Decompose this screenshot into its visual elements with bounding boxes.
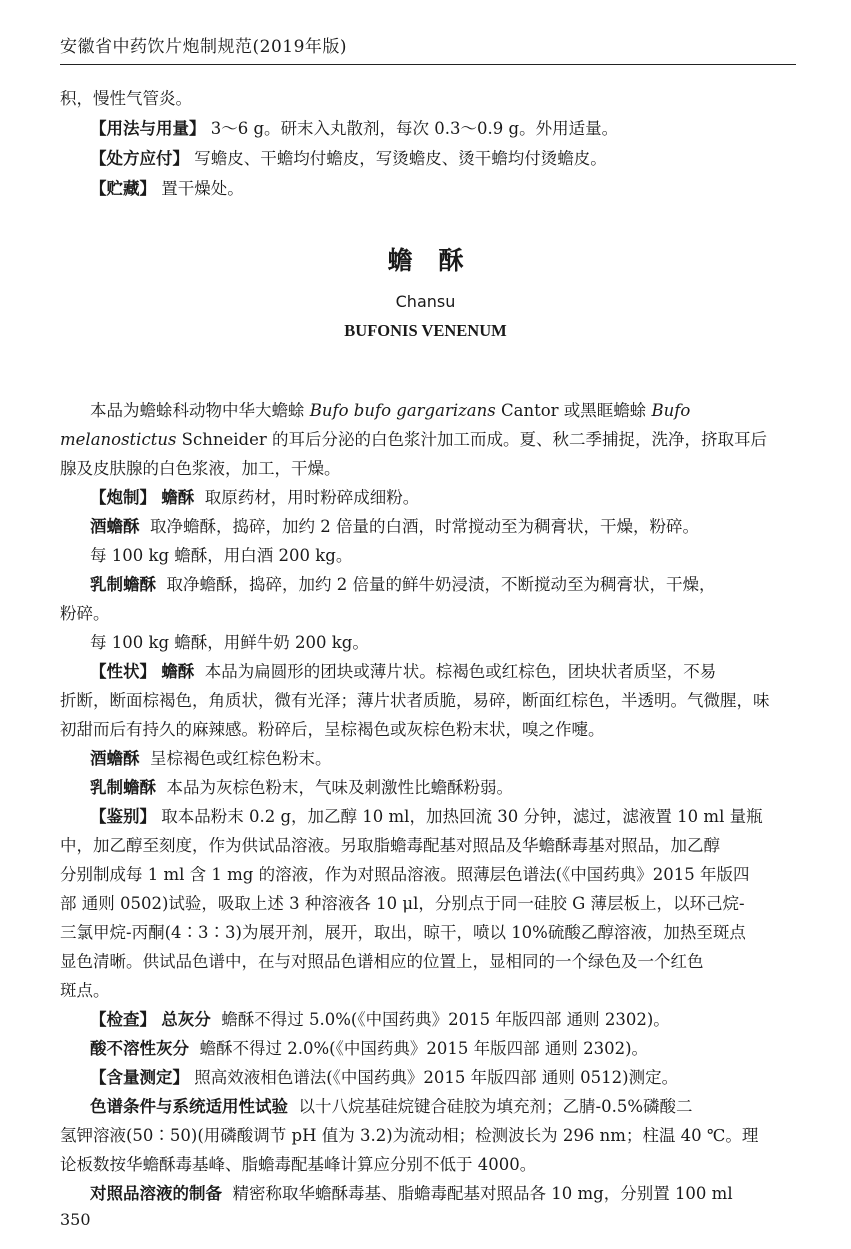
- storage-label: 【贮藏】: [90, 179, 156, 198]
- usage-label: 【用法与用量】: [90, 119, 206, 138]
- prescription-label: 【处方应付】: [90, 149, 189, 168]
- desc-line-3: 腺及皮肤腺的白色浆液，加工，干燥。: [60, 459, 341, 478]
- assay-line-4: 论板数按华蟾酥毒基峰、脂蟾毒配基峰计算应分别不低于 4000。: [60, 1155, 537, 1174]
- entry-latin-name: BUFONIS VENENUM: [344, 321, 507, 340]
- prev-line-1: 积，慢性气管炎。: [60, 89, 192, 108]
- character-label: 【性状】: [90, 662, 156, 681]
- identification-line-4: 部 通则 0502)试验，吸取上述 3 种溶液各 10 μl，分别点于同一硅胶 G 薄层板上，以环己烷-: [60, 894, 745, 913]
- prescription-line: 【处方应付】 写蟾皮、干蟾均付蟾皮，写烫蟾皮、烫干蟾均付烫蟾皮。: [90, 149, 607, 168]
- desc-line-1: 本品为蟾蜍科动物中华大蟾蜍 Bufo bufo gargarizans Cantor 或黑眶蟾蜍 Bufo: [90, 401, 691, 420]
- inspection-line-2: 酸不溶性灰分 蟾酥不得过 2.0%(《中国药典》2015 年版四部 通则 2302)。: [90, 1039, 649, 1058]
- identification-line-7: 斑点。: [60, 981, 110, 1000]
- header-title: 安徽省中药饮片炮制规范(2019年版): [60, 37, 348, 57]
- processing-line-6: 每 100 kg 蟾酥，用鲜牛奶 200 kg。: [90, 633, 369, 652]
- desc-line-2: melanostictus Schneider 的耳后分泌的白色浆汁加工而成。夏、秋二季捕捉，洗净，挤取耳后: [60, 430, 767, 449]
- usage-line: 【用法与用量】 3～6 g。研末入丸散剂，每次 0.3～0.9 g。外用适量。: [90, 119, 619, 138]
- character-line-3: 初甜而后有持久的麻辣感。粉碎后，呈棕褐色或灰棕色粉末状，嗅之作嚏。: [60, 720, 605, 739]
- page-number: 350: [60, 1210, 91, 1229]
- assay-line-2: 色谱条件与系统适用性试验 以十八烷基硅烷键合硅胶为填充剂；乙腈-0.5%磷酸二: [90, 1097, 693, 1116]
- running-header: [60, 36, 796, 65]
- processing-line-4: 乳制蟾酥 取净蟾酥，捣碎，加约 2 倍量的鲜牛奶浸渍，不断搅动至为稠膏状，干燥，: [90, 575, 716, 594]
- assay-line-5: 对照品溶液的制备 精密称取华蟾酥毒基、脂蟾毒配基对照品各 10 mg，分别置 100 ml: [90, 1184, 733, 1203]
- processing-line-3: 每 100 kg 蟾酥，用白酒 200 kg。: [90, 546, 353, 565]
- identification-line-6: 显色清晰。供试品色谱中，在与对照品色谱相应的位置上，显相同的一个绿色及一个红色: [60, 952, 704, 971]
- inspection-line-1: 【检查】 总灰分 蟾酥不得过 5.0%(《中国药典》2015 年版四部 通则 2302)。: [90, 1010, 670, 1029]
- identification-line-2: 中，加乙醇至刻度，作为供试品溶液。另取脂蟾毒配基对照品及华蟾酥毒基对照品，加乙醇: [60, 836, 720, 855]
- entry-pinyin: Chansu: [395, 292, 456, 311]
- identification-line-3: 分别制成每 1 ml 含 1 mg 的溶液，作为对照品溶液。照薄层色谱法(《中国药典》2015 年版四: [60, 865, 750, 884]
- identification-label: 【鉴别】: [90, 807, 156, 826]
- character-line-4: 酒蟾酥 呈棕褐色或红棕色粉末。: [90, 749, 332, 768]
- character-line-2: 折断，断面棕褐色，角质状，微有光泽；薄片状者质脆，易碎，断面红棕色，半透明。气微腥，味: [60, 691, 770, 710]
- inspection-label: 【检查】: [90, 1010, 156, 1029]
- identification-line-5: 三氯甲烷-丙酮(4∶3∶3)为展开剂，展开，取出，晾干，喷以 10%硫酸乙醇溶液，加热至斑点: [60, 923, 746, 942]
- assay-label: 【含量测定】: [90, 1068, 189, 1087]
- character-line-1: 【性状】 蟾酥 本品为扁圆形的团块或薄片状。棕褐色或红棕色，团块状者质坚，不易: [90, 662, 717, 681]
- storage-line: 【贮藏】 置干燥处。: [90, 179, 244, 198]
- entry-title: 蟾酥: [387, 246, 490, 275]
- character-line-5: 乳制蟾酥 本品为灰棕色粉末，气味及刺激性比蟾酥粉弱。: [90, 778, 513, 797]
- processing-line-2: 酒蟾酥 取净蟾酥，捣碎，加约 2 倍量的白酒，时常搅动至为稠膏状，干燥，粉碎。: [90, 517, 699, 536]
- processing-line-1: 【炮制】 蟾酥 取原药材，用时粉碎成细粉。: [90, 488, 420, 507]
- assay-line-1: 【含量测定】 照高效液相色谱法(《中国药典》2015 年版四部 通则 0512)测定。: [90, 1068, 679, 1087]
- processing-line-5: 粉碎。: [60, 604, 110, 623]
- processing-label: 【炮制】: [90, 488, 156, 507]
- identification-line-1: 【鉴别】 取本品粉末 0.2 g，加乙醇 10 ml，加热回流 30 分钟，滤过，滤液置 10 ml 量瓶: [90, 807, 763, 826]
- assay-line-3: 氢钾溶液(50∶50)(用磷酸调节 pH 值为 3.2)为流动相；检测波长为 296 nm；柱温 40 ℃。理: [60, 1126, 759, 1145]
